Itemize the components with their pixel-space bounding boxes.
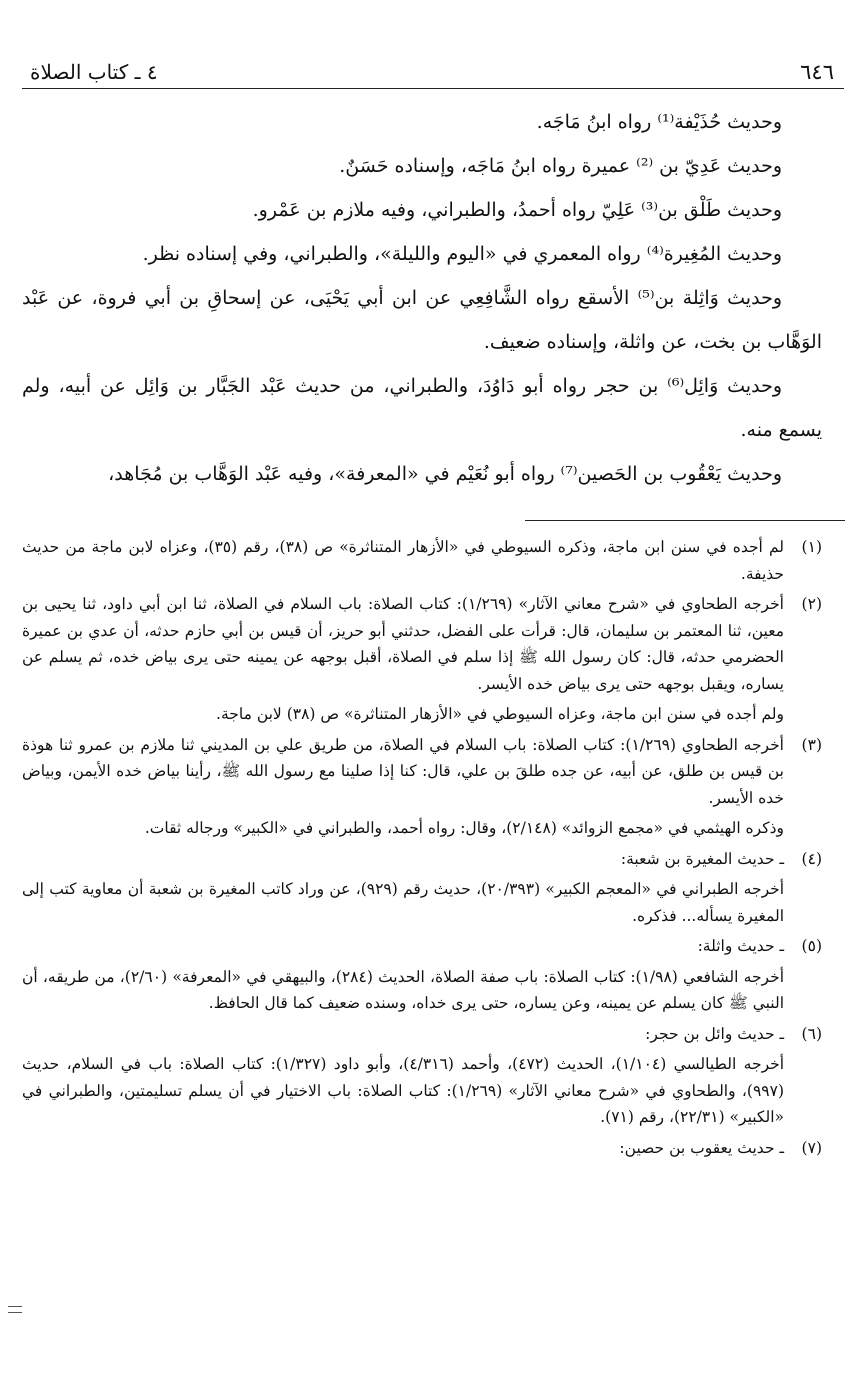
footnote-text: أخرجه الشافعي (١/٩٨): كتاب الصلاة: باب صفة الصلاة، الحديث (٢٨٤)، والبيهقي في «المعرفة» (٢/٦٠)، من طريقه، أن النبي ﷺ كان يسلم عن يمينه، وعن يساره، حتى يرى خداه، وسنده ضعيف كما قال الحافظ. <box>22 967 784 1012</box>
footnote-text: أخرجه الطحاوي في «شرح معاني الآثار» (١/٢٦٩): كتاب الصلاة: باب السلام في الصلاة، ثنا ابن أبي داود، ثنا يحيى بن معين، ثنا المعتمر بن سليمان، قال: قرأت على الفضل، حدثني أبو حريز، أن قيس بن أبي حازم حدثه، أن عدي بن عميرة الحضرمي حدثه، قال: كان رسول الله ﷺ إذا سلم في الصلاة، أقبل بوجهه عن يمينه حتى يرى بياض خده، ثم يسلم عن يساره، ويقبل بوجهه حتى يرى بياض خده الأيسر. <box>22 595 784 693</box>
footnote-5 <box>22 933 822 1017</box>
paragraph: وحديث عَدِيّ بن ⁽²⁾ عميرة رواه ابنُ مَاجَه، وإسناده حَسَنٌ. <box>339 155 782 177</box>
footnote-number: (٢) <box>801 595 822 613</box>
footnote-number: (٤) <box>801 849 822 868</box>
paragraph: وحديث وَائِل⁽⁶⁾ بن حجر رواه أبو دَاوُدَ، والطبراني، من حديث عَبْد الجَبَّار بن وَائِل عن أبيه، ولم يسمع منه. <box>22 375 822 441</box>
paragraph: وحديث وَاثِلة بن⁽⁵⁾ الأسقع رواه الشَّافِعِي عن ابن أبي يَحْيَى، عن إسحاقِ بن أبي فروة، عن عَبْد الوَهَّاب بن بخت، عن واثلة، وإسناده ضعيف. <box>22 287 822 353</box>
running-title: ٤ ـ كتاب الصلاة <box>30 60 158 84</box>
page-header <box>22 58 844 88</box>
main-text <box>22 100 822 496</box>
footnote-4 <box>22 846 822 930</box>
header-rule <box>22 88 844 89</box>
paragraph: وحديث يَعْقُوب بن الحَصين⁽⁷⁾ رواه أبو نُعَيْم في «المعرفة»، وفيه عَبْد الوَهَّاب بن مُجَاهد، <box>108 463 782 485</box>
footnote-1 <box>22 534 822 587</box>
footnotes <box>22 534 822 1165</box>
footnote-number: (٧) <box>801 1138 822 1157</box>
footnote-number: (١) <box>801 538 822 556</box>
footnote-heading: ـ حديث واثلة: <box>697 937 784 955</box>
footnote-text: أخرجه الطبراني في «المعجم الكبير» (٢٠/٣٩٣)، حديث رقم (٩٢٩)، عن وراد كاتب المغيرة بن شعبة أن معاوية كتب إلى المغيرة يسأله... فذكره. <box>22 880 785 925</box>
footnote-7 <box>22 1135 822 1162</box>
footnote-heading: ـ حديث يعقوب بن حصين: <box>619 1138 784 1157</box>
paragraph: وحديث حُذَيْفة⁽¹⁾ رواه ابنُ مَاجَه. <box>536 111 782 133</box>
footnote-text: وذكره الهيثمي في «مجمع الزوائد» (٢/١٤٨)، وقال: رواه أحمد، والطبراني في «الكبير» ورجاله ثقات. <box>144 819 784 837</box>
paragraph: وحديث المُغِيرة⁽⁴⁾ رواه المعمري في «اليوم والليلة»، والطبراني، وفي إسناده نظر. <box>142 243 782 265</box>
footnote-number: (٥) <box>801 937 822 955</box>
footnote-text: ولم أجده في سنن ابن ماجة، وعزاه السيوطي في «الأزهار المتناثرة» ص (٣٨) لابن ماجة. <box>216 705 784 723</box>
footnote-2 <box>22 591 822 728</box>
page-number: ٦٤٦ <box>800 60 834 84</box>
footnote-text: أخرجه الطحاوي (١/٢٦٩): كتاب الصلاة: باب السلام في الصلاة، من طريق علي بن المديني ثنا ملازم بن عمرو ثنا هوذة بن قيس بن طلق، عن أبيه، عن جده طلقَ بن علي، قال: كنا إذا صلينا مع رسول الله ﷺ، رأينا بياض خده الأيمن، وبياض خده الأيسر. <box>22 735 784 807</box>
footnote-number: (٦) <box>801 1024 822 1043</box>
footnote-6 <box>22 1021 822 1131</box>
footnote-text: أخرجه الطيالسي (١/١٠٤)، الحديث (٤٧٢)، وأحمد (٤/٣١٦)، وأبو داود (١/٣٢٧): كتاب الصلاة: باب في السلام، حديث (٩٩٧)، والطحاوي في «شرح معاني الآثار» (١/٢٦٩): كتاب الصلاة: باب الاختيار في أن يسلم تسليمتين، والطبراني في «الكبير» (٢٢/٣١)، رقم (٧١). <box>22 1055 785 1126</box>
footnote-heading: ـ حديث وائل بن حجر: <box>645 1024 784 1043</box>
footnote-separator <box>525 520 845 521</box>
paragraph: وحديث طَلْق بن⁽³⁾ عَلِيّ رواه أحمدُ، والطبراني، وفيه ملازم بن عَمْرو. <box>252 199 782 221</box>
footnote-number: (٣) <box>801 735 822 754</box>
footnote-text: لم أجده في سنن ابن ماجة، وذكره السيوطي في «الأزهار المتناثرة» ص (٣٨)، رقم (٣٥)، وعزاه لابن ماجة من حديث حذيفة. <box>22 538 784 583</box>
margin-mark <box>8 1306 22 1313</box>
footnote-3 <box>22 732 822 842</box>
footnote-heading: ـ حديث المغيرة بن شعبة: <box>620 849 784 868</box>
